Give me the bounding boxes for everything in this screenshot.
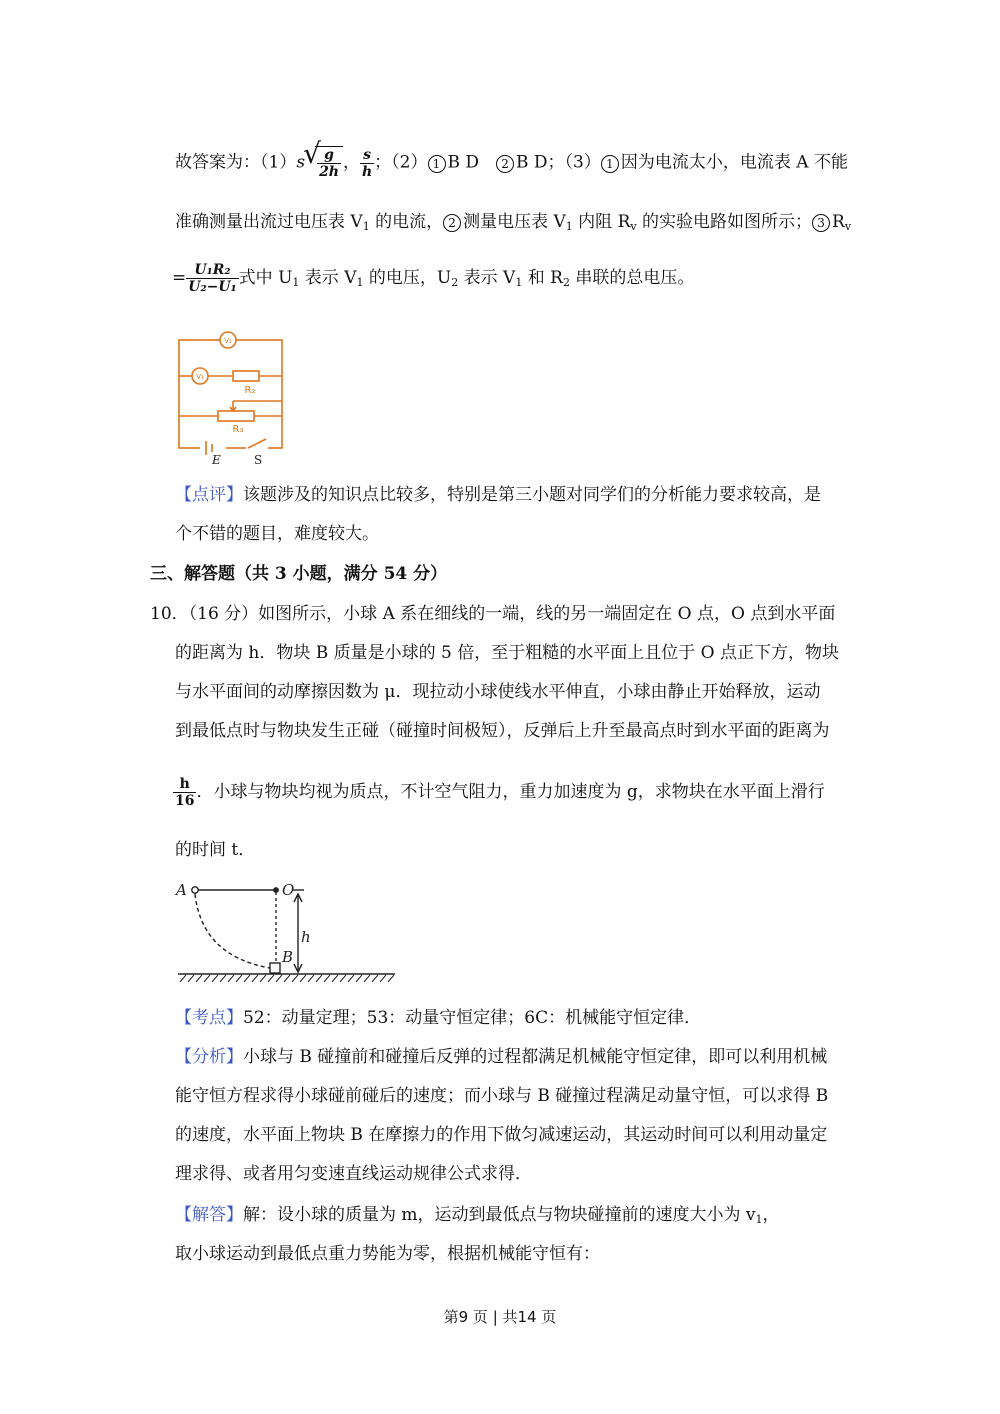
text: ；（2） — [374, 152, 428, 173]
circled-number: 2 — [443, 214, 461, 232]
subscript: v — [844, 220, 852, 233]
rheostat-r3-icon — [218, 411, 254, 421]
subscript: 1 — [292, 276, 300, 289]
label-h: h — [301, 928, 311, 946]
q10-line-1: 10．（16 分）如图所示，小球 A 系在细线的一端，线的另一端固定在 O 点，O 点到水平面 — [150, 604, 836, 624]
sqrt-den: 2h — [319, 164, 339, 180]
section-title: 三、解答题（共 3 小题，满分 54 分） — [150, 564, 448, 584]
text: 个不错的题目，难度较大。 — [175, 524, 379, 544]
answer-line-2 — [175, 210, 851, 239]
rv-formula — [186, 262, 238, 295]
text: ， — [762, 1205, 780, 1225]
resistor-r2-icon — [233, 371, 259, 381]
circuit-diagram — [170, 328, 295, 466]
subscript: 1 — [755, 1213, 763, 1226]
text: 因为电流太小，电流表 A 不能 — [620, 152, 848, 173]
fenxi-line-4: 理求得、或者用匀变速直线运动规律公式求得． — [175, 1164, 532, 1184]
kaodian-tag: 【考点】 — [175, 1008, 243, 1028]
frac-num: s — [360, 147, 374, 164]
text: 表示 V — [299, 268, 357, 288]
comment-tag: 【点评】 — [175, 485, 243, 505]
formula-num: U₁R₂ — [186, 262, 238, 279]
block-b-icon — [270, 963, 280, 973]
text: 解：设小球的质量为 m，运动到最低点与物块碰撞前的速度大小为 v — [243, 1205, 756, 1225]
v1-label: V₁ — [196, 373, 204, 381]
pivot-o-icon — [274, 888, 278, 892]
circled-number: 2 — [496, 155, 514, 173]
var-s: s — [296, 152, 306, 173]
comment-line-2 — [175, 522, 379, 546]
text: 和 R — [522, 268, 563, 288]
text: ．小球与物块均视为质点，不计空气阻力，重力加速度为 g，求物块在水平面上滑行 — [196, 782, 825, 802]
separator: ， — [342, 152, 360, 173]
text: 内阻 R — [572, 212, 631, 232]
frac-den: h — [361, 163, 373, 180]
text: 串联的总电压。 — [569, 268, 695, 288]
jieda-line-1 — [175, 1203, 780, 1232]
subscript: 2 — [562, 276, 570, 289]
formula-den: U₂−U₁ — [188, 279, 237, 295]
subscript: 1 — [515, 276, 523, 289]
frac-num: h — [173, 776, 196, 793]
r3-label: R₃ — [232, 424, 244, 435]
equals: = — [172, 268, 187, 288]
text: R — [832, 212, 845, 232]
answer-prefix: 故答案为：（1） — [175, 152, 297, 173]
q10-line-4: 到最低点时与物块发生正碰（碰撞时间极短），反弹后上升至最高点时到水平面的距离为 — [175, 721, 830, 741]
kaodian-line — [175, 1006, 701, 1030]
subscript: v — [630, 220, 637, 233]
r2-label: R₂ — [244, 385, 256, 396]
text: B D — [447, 152, 497, 173]
text: 的实验电路如图所示； — [636, 212, 813, 232]
fenxi-line-3: 的速度，水平面上物块 B 在摩擦力的作用下做匀减速运动，其运动时间可以利用动量定 — [175, 1125, 828, 1145]
label-o: O — [282, 881, 295, 899]
sqrt-expression — [305, 146, 343, 180]
subscript: 2 — [451, 276, 459, 289]
fraction-h-16 — [173, 776, 196, 809]
fenxi-tag: 【分析】 — [175, 1047, 243, 1067]
circled-number: 1 — [428, 155, 446, 173]
e-label: E — [212, 453, 221, 466]
q10-line-5 — [173, 776, 825, 809]
label-a: A — [176, 881, 187, 899]
fenxi-line-2: 能守恒方程求得小球碰前碰后的速度；而小球与 B 碰撞过程满足动量守恒，可以求得 B — [175, 1086, 829, 1106]
text: 表示 V — [458, 268, 516, 288]
text: 该题涉及的知识点比较多，特别是第三小题对同学们的分析能力要求较高，是 — [243, 485, 821, 505]
subscript: 1 — [362, 220, 370, 233]
label-b: B — [282, 948, 294, 966]
comment-line-1 — [175, 483, 821, 507]
q10-line-6: 的时间 t． — [175, 840, 256, 860]
text: 的电流， — [369, 212, 444, 232]
q10-line-2: 的距离为 h．物块 B 质量是小球的 5 倍，至于粗糙的水平面上且位于 O 点正下方，物块 — [175, 643, 840, 663]
text: B D；（3） — [516, 152, 601, 173]
fenxi-line-1 — [175, 1045, 827, 1069]
text: 式中 U — [238, 268, 293, 288]
circled-number: 1 — [601, 155, 619, 173]
answer-line-3 — [172, 262, 694, 295]
subscript: 1 — [356, 276, 364, 289]
circled-number: 3 — [812, 214, 830, 232]
v2-label: V₂ — [224, 337, 232, 345]
pendulum-diagram — [170, 876, 400, 988]
page-footer: 第9 页 | 共14 页 — [443, 1308, 557, 1326]
text: 准确测量出流过电压表 V — [175, 212, 363, 232]
sqrt-num: √ g — [317, 147, 341, 164]
subscript: 1 — [565, 220, 573, 233]
ball-a-icon — [192, 887, 198, 893]
text: 测量电压表 V — [463, 212, 566, 232]
text: 小球与 B 碰撞前和碰撞后反弹的过程都满足机械能守恒定律，即可以利用机械 — [243, 1047, 828, 1067]
fraction-s-h — [360, 147, 374, 180]
frac-den: 16 — [175, 793, 195, 809]
text: 的电压，U — [363, 268, 452, 288]
s-label: S — [254, 453, 263, 466]
jieda-tag: 【解答】 — [175, 1205, 243, 1225]
jieda-line-2: 取小球运动到最低点重力势能为零，根据机械能守恒有： — [175, 1244, 600, 1264]
ground-hatching — [180, 975, 394, 982]
text: 52：动量定理；53：动量守恒定律；6C：机械能守恒定律． — [243, 1008, 702, 1028]
q10-line-3: 与水平面间的动摩擦因数为 μ．现拉动小球使线水平伸直，小球由静止开始释放，运动 — [175, 682, 821, 702]
answer-line-1 — [175, 146, 848, 180]
